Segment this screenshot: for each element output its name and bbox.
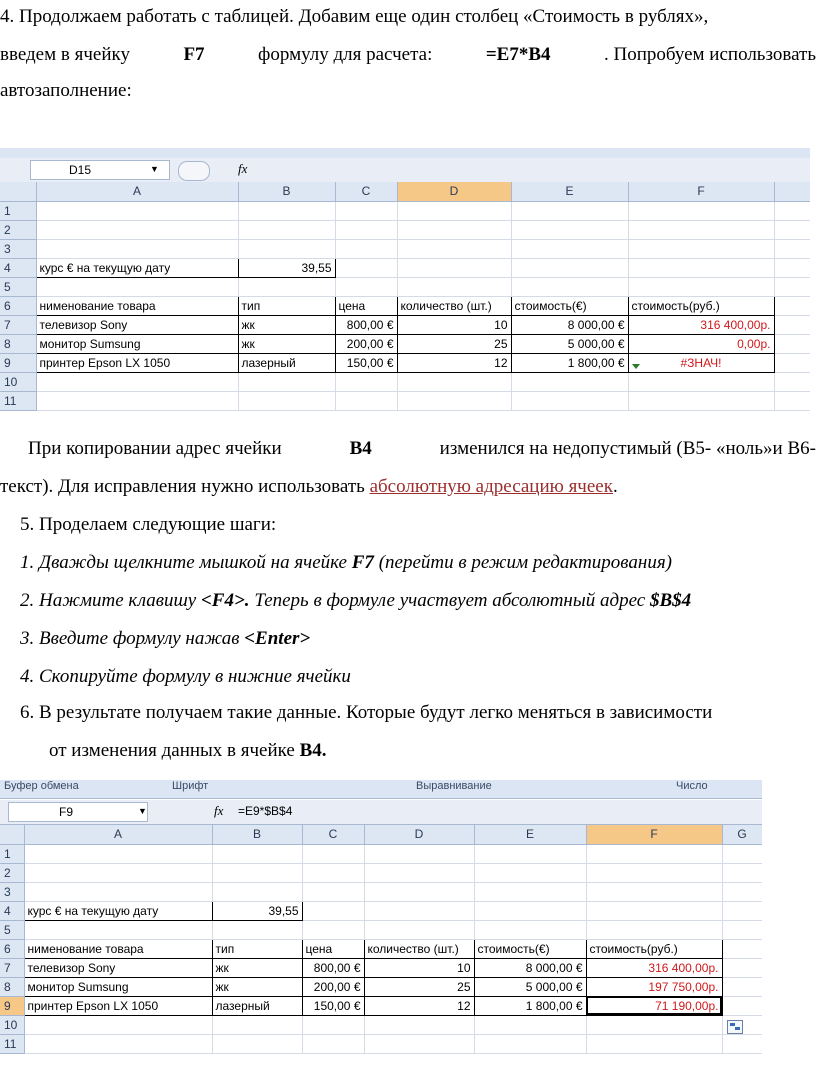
cell[interactable]: [302, 863, 364, 882]
row-header[interactable]: 6: [0, 296, 36, 315]
absolute-addressing-link[interactable]: абсолютную адресацию ячеек: [369, 476, 613, 497]
intro-text: . Попробуем использовать: [604, 44, 816, 65]
cell[interactable]: [474, 844, 586, 863]
cell[interactable]: [722, 958, 762, 977]
cell[interactable]: [335, 239, 397, 258]
cell[interactable]: [397, 220, 511, 239]
row-header[interactable]: 3: [0, 882, 24, 901]
cell[interactable]: [364, 901, 474, 920]
chevron-down-icon[interactable]: ▼: [138, 806, 147, 816]
col-header[interactable]: A: [36, 182, 238, 201]
cell[interactable]: [586, 1034, 722, 1053]
cell[interactable]: [628, 372, 774, 391]
error-cell[interactable]: #ЗНАЧ!: [628, 353, 774, 372]
row-header[interactable]: 10: [0, 372, 36, 391]
row-header[interactable]: 6: [0, 939, 24, 958]
header-cell[interactable]: цена: [335, 296, 397, 315]
cell[interactable]: [302, 901, 364, 920]
data-cell[interactable]: принтер Epson LX 1050: [36, 353, 238, 372]
cell[interactable]: [302, 882, 364, 901]
data-cell[interactable]: лазерный: [238, 353, 335, 372]
col-header[interactable]: G: [722, 825, 762, 844]
cell[interactable]: [586, 901, 722, 920]
name-box[interactable]: D15: [30, 160, 170, 180]
data-cell[interactable]: 150,00 €: [302, 996, 364, 1015]
data-cell[interactable]: жк: [238, 334, 335, 353]
cell[interactable]: [397, 239, 511, 258]
col-header[interactable]: [774, 182, 810, 201]
cell[interactable]: [335, 391, 397, 410]
cell-ref: B4: [349, 438, 372, 459]
cell[interactable]: [302, 920, 364, 939]
cell[interactable]: [722, 920, 762, 939]
spreadsheet-1: [0, 148, 810, 416]
select-all[interactable]: [0, 825, 24, 844]
cell[interactable]: [628, 201, 774, 220]
cell[interactable]: [774, 201, 810, 220]
data-cell[interactable]: 10: [364, 958, 474, 977]
text: Теперь в формуле участвует абсолютный адрес: [249, 590, 650, 611]
cell[interactable]: [397, 391, 511, 410]
cell[interactable]: [628, 391, 774, 410]
data-cell[interactable]: 800,00 €: [335, 315, 397, 334]
header-cell[interactable]: стоимость(руб.): [586, 939, 722, 958]
text: 1. Дважды щелкните мышкой на ячейке: [20, 552, 352, 573]
ribbon-group-clipboard[interactable]: Буфер обмена: [4, 780, 79, 792]
text: .: [612, 476, 618, 497]
resize-handle[interactable]: [178, 161, 210, 181]
cell[interactable]: [397, 277, 511, 296]
data-cell[interactable]: 800,00 €: [302, 958, 364, 977]
chevron-down-icon[interactable]: ▼: [150, 164, 159, 174]
explanation-line-2: [0, 476, 618, 498]
cell[interactable]: [238, 201, 335, 220]
data-cell[interactable]: 150,00 €: [335, 353, 397, 372]
header-cell[interactable]: стоимость(€): [474, 939, 586, 958]
intro-line-1: 4. Продолжаем работать с таблицей. Добавим еще один столбец «Стоимость в рублях»,: [0, 6, 709, 27]
step-1: [20, 552, 672, 574]
cell[interactable]: [335, 220, 397, 239]
row-header[interactable]: 7: [0, 315, 36, 334]
cell[interactable]: [722, 863, 762, 882]
row-header[interactable]: 5: [0, 277, 36, 296]
header-cell[interactable]: стоимость(€): [511, 296, 628, 315]
cell[interactable]: [474, 920, 586, 939]
col-header[interactable]: A: [24, 825, 212, 844]
cell[interactable]: [586, 844, 722, 863]
formula-bar: [0, 158, 810, 183]
col-header[interactable]: D: [397, 182, 511, 201]
header-cell[interactable]: тип: [212, 939, 302, 958]
data-cell[interactable]: 1 800,00 €: [511, 353, 628, 372]
key-name: <Enter>: [244, 628, 311, 649]
cell[interactable]: [774, 315, 810, 334]
data-cell[interactable]: 25: [397, 334, 511, 353]
cell[interactable]: [474, 863, 586, 882]
cell[interactable]: [364, 1034, 474, 1053]
cell[interactable]: [212, 882, 302, 901]
col-header[interactable]: E: [511, 182, 628, 201]
cell[interactable]: [335, 372, 397, 391]
col-header[interactable]: B: [212, 825, 302, 844]
error-indicator-icon: [632, 364, 640, 369]
data-cell[interactable]: жк: [212, 977, 302, 996]
data-cell[interactable]: монитор Sumsung: [36, 334, 238, 353]
cell[interactable]: [238, 220, 335, 239]
row-header[interactable]: 5: [0, 920, 24, 939]
data-cell[interactable]: 200,00 €: [302, 977, 364, 996]
select-all[interactable]: [0, 182, 36, 201]
cell[interactable]: [212, 1015, 302, 1034]
header-cell[interactable]: нименование товара: [24, 939, 212, 958]
cell[interactable]: [24, 920, 212, 939]
data-cell[interactable]: жк: [238, 315, 335, 334]
text: текст). Для исправления нужно использовать: [0, 476, 370, 497]
row-header[interactable]: 8: [0, 334, 36, 353]
cell[interactable]: [238, 391, 335, 410]
cell[interactable]: [474, 901, 586, 920]
cell[interactable]: [36, 277, 238, 296]
cell[interactable]: [364, 920, 474, 939]
cell[interactable]: [774, 353, 810, 372]
cell[interactable]: [36, 239, 238, 258]
data-cell[interactable]: 12: [397, 353, 511, 372]
data-cell[interactable]: 197 750,00р.: [586, 977, 722, 996]
cell[interactable]: [722, 939, 762, 958]
col-header[interactable]: C: [302, 825, 364, 844]
cell[interactable]: [364, 1015, 474, 1034]
cell[interactable]: [36, 391, 238, 410]
step-6: 6. В результате получаем такие данные. Которые будут легко меняться в зависимости: [20, 702, 713, 723]
cell[interactable]: [628, 220, 774, 239]
header-cell[interactable]: нименование товара: [36, 296, 238, 315]
cell[interactable]: [774, 372, 810, 391]
row-header[interactable]: 11: [0, 1034, 24, 1053]
header-cell[interactable]: количество (шт.): [364, 939, 474, 958]
row-header[interactable]: 8: [0, 977, 24, 996]
autofill-options-icon[interactable]: [727, 1020, 743, 1034]
text: 2. Нажмите клавишу: [20, 590, 201, 611]
cell[interactable]: [722, 901, 762, 920]
text: При копировании адрес ячейки: [28, 438, 282, 459]
sheet-grid: [0, 825, 762, 1054]
row-header[interactable]: 9: [0, 996, 24, 1015]
data-cell[interactable]: 1 800,00 €: [474, 996, 586, 1015]
cell[interactable]: [774, 391, 810, 410]
col-header[interactable]: C: [335, 182, 397, 201]
cell[interactable]: [36, 201, 238, 220]
cell[interactable]: [335, 258, 397, 277]
cell[interactable]: [212, 1034, 302, 1053]
cell[interactable]: [511, 372, 628, 391]
row-header[interactable]: 1: [0, 201, 36, 220]
cell[interactable]: [335, 277, 397, 296]
cell[interactable]: [628, 258, 774, 277]
cell[interactable]: [238, 239, 335, 258]
data-cell[interactable]: 0,00р.: [628, 334, 774, 353]
cell[interactable]: [212, 844, 302, 863]
key-name: <F4>.: [200, 590, 250, 611]
row-header[interactable]: 2: [0, 863, 24, 882]
cell[interactable]: [722, 977, 762, 996]
row-header[interactable]: 9: [0, 353, 36, 372]
text: от изменения данных в ячейке: [49, 740, 300, 761]
cell[interactable]: [24, 863, 212, 882]
cell[interactable]: [335, 201, 397, 220]
cell[interactable]: [238, 277, 335, 296]
ribbon-group-alignment[interactable]: Выравнивание: [416, 780, 492, 792]
data-cell[interactable]: 25: [364, 977, 474, 996]
cell-ref: F7: [351, 552, 374, 573]
step-4: 4. Скопируйте формулу в нижние ячейки: [20, 666, 351, 687]
intro-text: формулу для расчета:: [258, 44, 433, 65]
cell[interactable]: [586, 1015, 722, 1034]
rate-label-cell[interactable]: курс € на текущую дату: [24, 901, 212, 920]
cell[interactable]: [511, 258, 628, 277]
header-cell[interactable]: цена: [302, 939, 364, 958]
formula-input[interactable]: =E9*$B$4: [238, 804, 293, 818]
text: (перейти в режим редактирования): [373, 552, 672, 573]
formula-bar: [0, 800, 762, 825]
cell[interactable]: [774, 258, 810, 277]
data-cell[interactable]: 10: [397, 315, 511, 334]
cell[interactable]: [397, 372, 511, 391]
cell[interactable]: [36, 372, 238, 391]
row-header[interactable]: 3: [0, 239, 36, 258]
col-header[interactable]: E: [474, 825, 586, 844]
spreadsheet-2: [0, 780, 762, 1071]
sheet-grid: [0, 182, 810, 411]
cell[interactable]: [24, 1015, 212, 1034]
cell[interactable]: [511, 391, 628, 410]
cell[interactable]: [586, 863, 722, 882]
function-icon[interactable]: fx: [238, 161, 248, 176]
data-cell[interactable]: 316 400,00р.: [586, 958, 722, 977]
cell[interactable]: [474, 1034, 586, 1053]
data-cell[interactable]: телевизор Sony: [36, 315, 238, 334]
cell[interactable]: [36, 220, 238, 239]
function-icon[interactable]: fx: [214, 803, 224, 818]
data-cell[interactable]: 5 000,00 €: [511, 334, 628, 353]
data-cell[interactable]: телевизор Sony: [24, 958, 212, 977]
cell[interactable]: [212, 863, 302, 882]
cell[interactable]: [397, 201, 511, 220]
data-cell[interactable]: 5 000,00 €: [474, 977, 586, 996]
data-cell[interactable]: монитор Sumsung: [24, 977, 212, 996]
data-cell[interactable]: принтер Epson LX 1050: [24, 996, 212, 1015]
data-cell[interactable]: 200,00 €: [335, 334, 397, 353]
cell[interactable]: [722, 996, 762, 1015]
row-header[interactable]: 11: [0, 391, 36, 410]
cell[interactable]: [302, 1034, 364, 1053]
ribbon-group-font[interactable]: Шрифт: [172, 780, 209, 792]
row-header[interactable]: 10: [0, 1015, 24, 1034]
text: изменился на недопустимый (В5- «ноль»и В6-: [439, 438, 816, 459]
cell[interactable]: [238, 372, 335, 391]
rate-label-cell[interactable]: курс € на текущую дату: [36, 258, 238, 277]
col-header[interactable]: F: [586, 825, 722, 844]
data-cell[interactable]: 8 000,00 €: [511, 315, 628, 334]
cell[interactable]: [302, 1015, 364, 1034]
data-cell[interactable]: 8 000,00 €: [474, 958, 586, 977]
cell[interactable]: [774, 296, 810, 315]
row-header[interactable]: 2: [0, 220, 36, 239]
cell[interactable]: [628, 239, 774, 258]
cell[interactable]: [511, 239, 628, 258]
rate-value-cell[interactable]: 39,55: [212, 901, 302, 920]
row-header[interactable]: 1: [0, 844, 24, 863]
name-box[interactable]: F9: [8, 802, 148, 822]
cell[interactable]: [474, 882, 586, 901]
cell[interactable]: [722, 1034, 762, 1053]
col-header[interactable]: D: [364, 825, 474, 844]
cell[interactable]: [364, 882, 474, 901]
text: 3. Введите формулу нажав: [20, 628, 245, 649]
data-cell[interactable]: жк: [212, 958, 302, 977]
ribbon-group-number[interactable]: Число: [676, 780, 708, 792]
cell[interactable]: [511, 201, 628, 220]
cell[interactable]: [774, 239, 810, 258]
explanation-line-1: [28, 438, 816, 460]
col-header[interactable]: F: [628, 182, 774, 201]
cell[interactable]: [302, 844, 364, 863]
intro-text: введем в ячейку: [0, 44, 130, 65]
cell[interactable]: [24, 882, 212, 901]
cell[interactable]: [511, 220, 628, 239]
step-6-continued: [49, 740, 327, 762]
cell[interactable]: [774, 334, 810, 353]
cell[interactable]: [586, 882, 722, 901]
data-cell[interactable]: лазерный: [212, 996, 302, 1015]
header-cell[interactable]: стоимость(руб.): [628, 296, 774, 315]
cell[interactable]: [364, 844, 474, 863]
cell-ref: F7: [183, 44, 205, 65]
cell[interactable]: [364, 863, 474, 882]
cell[interactable]: [628, 277, 774, 296]
cell-ref: $B$4: [649, 590, 692, 611]
cell[interactable]: [212, 920, 302, 939]
cell[interactable]: [397, 258, 511, 277]
step-2: [20, 590, 691, 612]
col-header[interactable]: B: [238, 182, 335, 201]
formula-text: =E7*B4: [485, 44, 551, 65]
header-cell[interactable]: количество (шт.): [397, 296, 511, 315]
cell[interactable]: [24, 844, 212, 863]
row-header[interactable]: 4: [0, 258, 36, 277]
header-cell[interactable]: тип: [238, 296, 335, 315]
cell[interactable]: [722, 844, 762, 863]
cell[interactable]: [774, 220, 810, 239]
cell[interactable]: [774, 277, 810, 296]
row-header[interactable]: 4: [0, 901, 24, 920]
cell[interactable]: [24, 1034, 212, 1053]
step-5-heading: 5. Проделаем следующие шаги:: [20, 514, 277, 535]
intro-line-2: [0, 44, 816, 66]
rate-value-cell[interactable]: 39,55: [238, 258, 335, 277]
cell[interactable]: [511, 277, 628, 296]
intro-line-3: автозаполнение:: [0, 80, 132, 101]
active-cell[interactable]: 71 190,00р.: [586, 996, 722, 1015]
data-cell[interactable]: 316 400,00р.: [628, 315, 774, 334]
data-cell[interactable]: 12: [364, 996, 474, 1015]
step-3: [20, 628, 310, 650]
cell[interactable]: [722, 882, 762, 901]
ribbon-groups: [0, 780, 762, 799]
cell-ref: B4.: [299, 740, 327, 761]
row-header[interactable]: 7: [0, 958, 24, 977]
cell[interactable]: [586, 920, 722, 939]
cell[interactable]: [474, 1015, 586, 1034]
